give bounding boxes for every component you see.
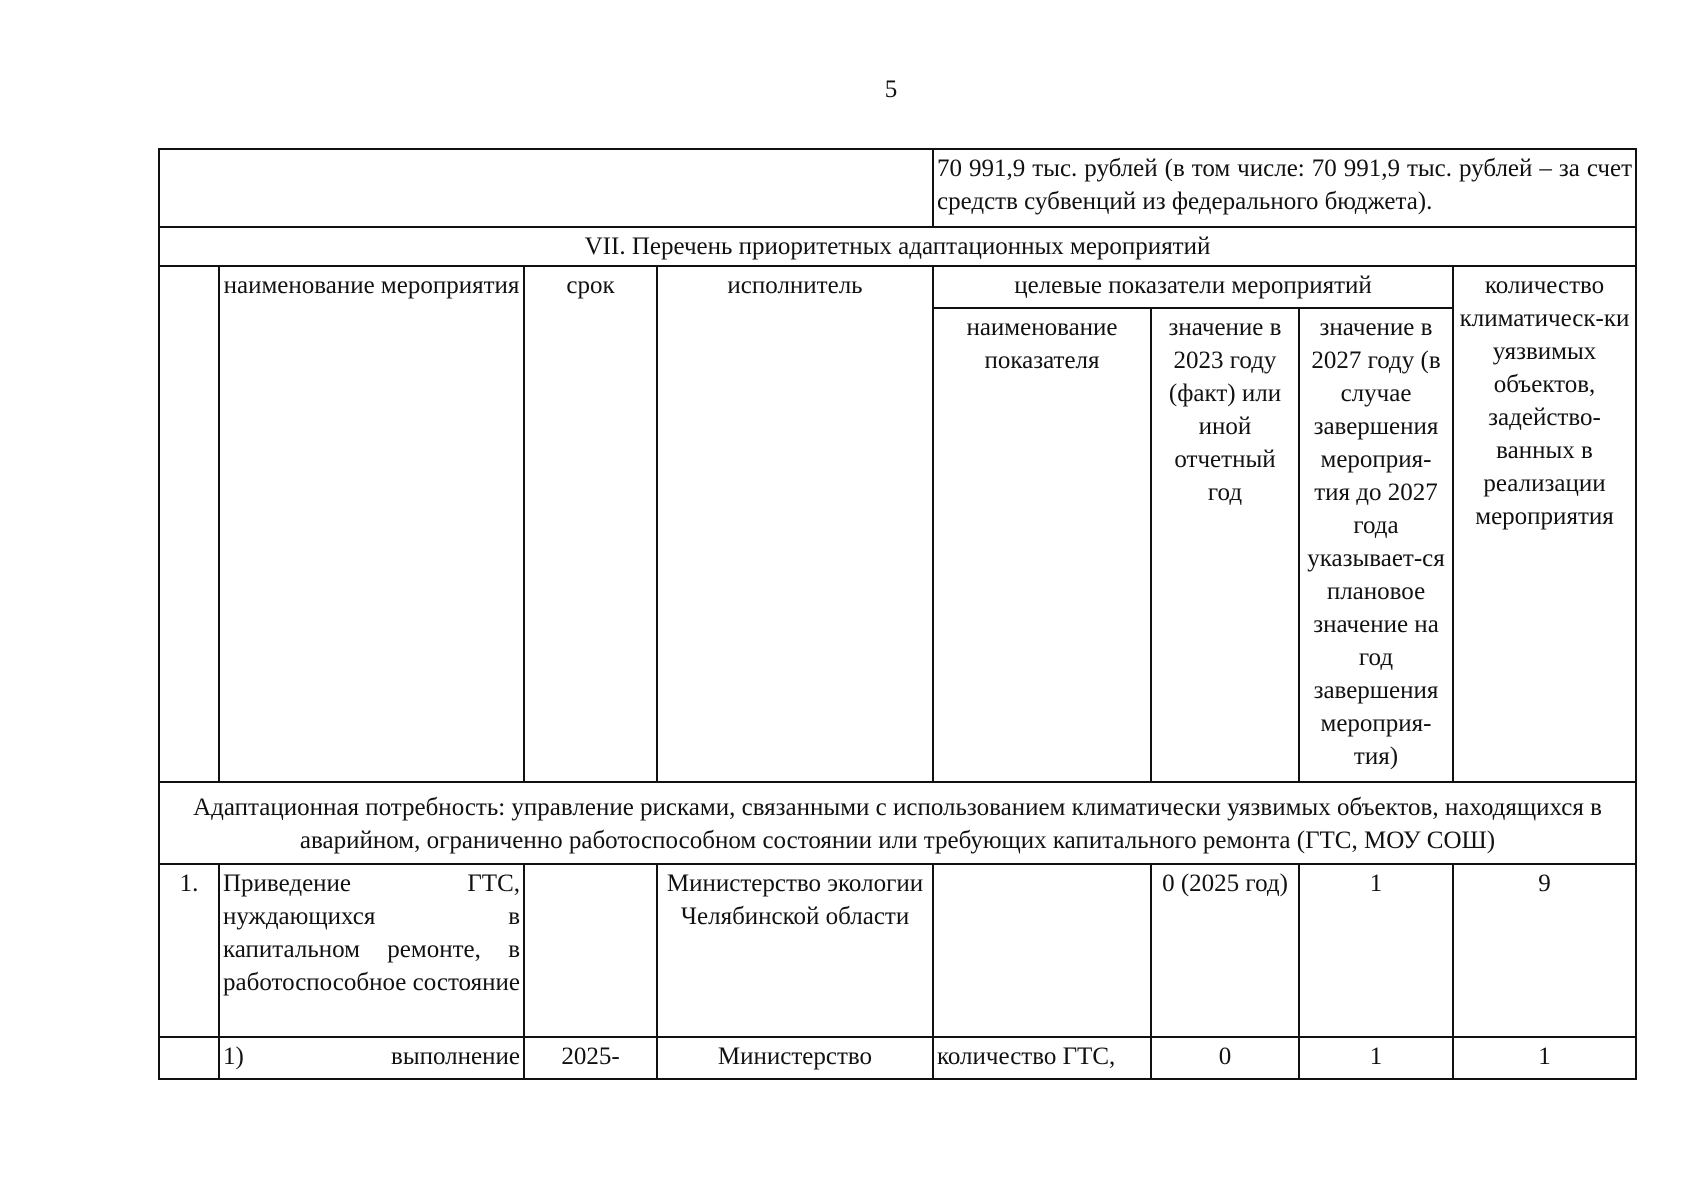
header-value-2027: значение в 2027 году (в случае завершения мероприя-тия до 2027 года указывает-ся плановое значение на год завершения мероприя-тия) <box>1299 308 1453 782</box>
row-executor: Министерство экологии Челябинской области <box>657 864 933 1037</box>
header-objects-count: количество климатическ-ки уязвимых объектов, задейство-ванных в реализации мероприятия <box>1453 266 1636 782</box>
row-measure-name: Приведение ГТС, нуждающихся в капитальном ремонте, в работоспособное состояние <box>219 864 524 1037</box>
row-measure-name <box>219 1037 524 1079</box>
row-executor: Министерство <box>657 1037 933 1079</box>
row-value-2023: 0 (2025 год) <box>1151 864 1299 1037</box>
header-name: наименование мероприятия <box>219 266 524 782</box>
row-value-2027: 1 <box>1299 864 1453 1037</box>
row-indicator: количество ГТС, <box>933 1037 1151 1079</box>
row-measure-name-part: 1) <box>223 1043 244 1070</box>
table-row <box>159 1037 1636 1079</box>
header-indicator-name: наименование показателя <box>933 308 1151 782</box>
row-number: 1. <box>159 864 219 1037</box>
adaptation-need: Адаптационная потребность: управление рисками, связанными с использованием климатически уязвимых объектов, находящихся в аварийном, ограниченно работоспособном состоянии или требующих капитального ремонта (ГТС, МОУ СОШ) <box>159 782 1636 864</box>
row-measure-name-part: выполнение <box>391 1043 520 1070</box>
header-num-cell <box>159 266 219 782</box>
finance-row <box>159 149 1636 227</box>
measures-table <box>158 148 1637 1080</box>
header-executor: исполнитель <box>657 266 933 782</box>
row-value-2023: 0 <box>1151 1037 1299 1079</box>
page-number: 5 <box>884 76 898 103</box>
header-targets: целевые показатели мероприятий <box>933 266 1453 308</box>
row-objects: 9 <box>1453 864 1636 1037</box>
row-objects: 1 <box>1453 1037 1636 1079</box>
header-row-1 <box>159 266 1636 308</box>
section-title-row <box>159 227 1636 266</box>
header-value-2023: значение в 2023 году (факт) или иной отчетный год <box>1151 308 1299 782</box>
finance-label-cell <box>159 149 933 227</box>
section-title: VII. Перечень приоритетных адаптационных мероприятий <box>159 227 1636 266</box>
row-indicator <box>933 864 1151 1037</box>
finance-text: 70 991,9 тыс. рублей (в том числе: 70 991,9 тыс. рублей – за счет средств субвенций из федерального бюджета). <box>933 149 1636 227</box>
row-value-2027: 1 <box>1299 1037 1453 1079</box>
need-row <box>159 782 1636 864</box>
row-term <box>524 864 657 1037</box>
row-number <box>159 1037 219 1079</box>
header-term: срок <box>524 266 657 782</box>
row-term: 2025- <box>524 1037 657 1079</box>
table-row <box>159 864 1636 1037</box>
